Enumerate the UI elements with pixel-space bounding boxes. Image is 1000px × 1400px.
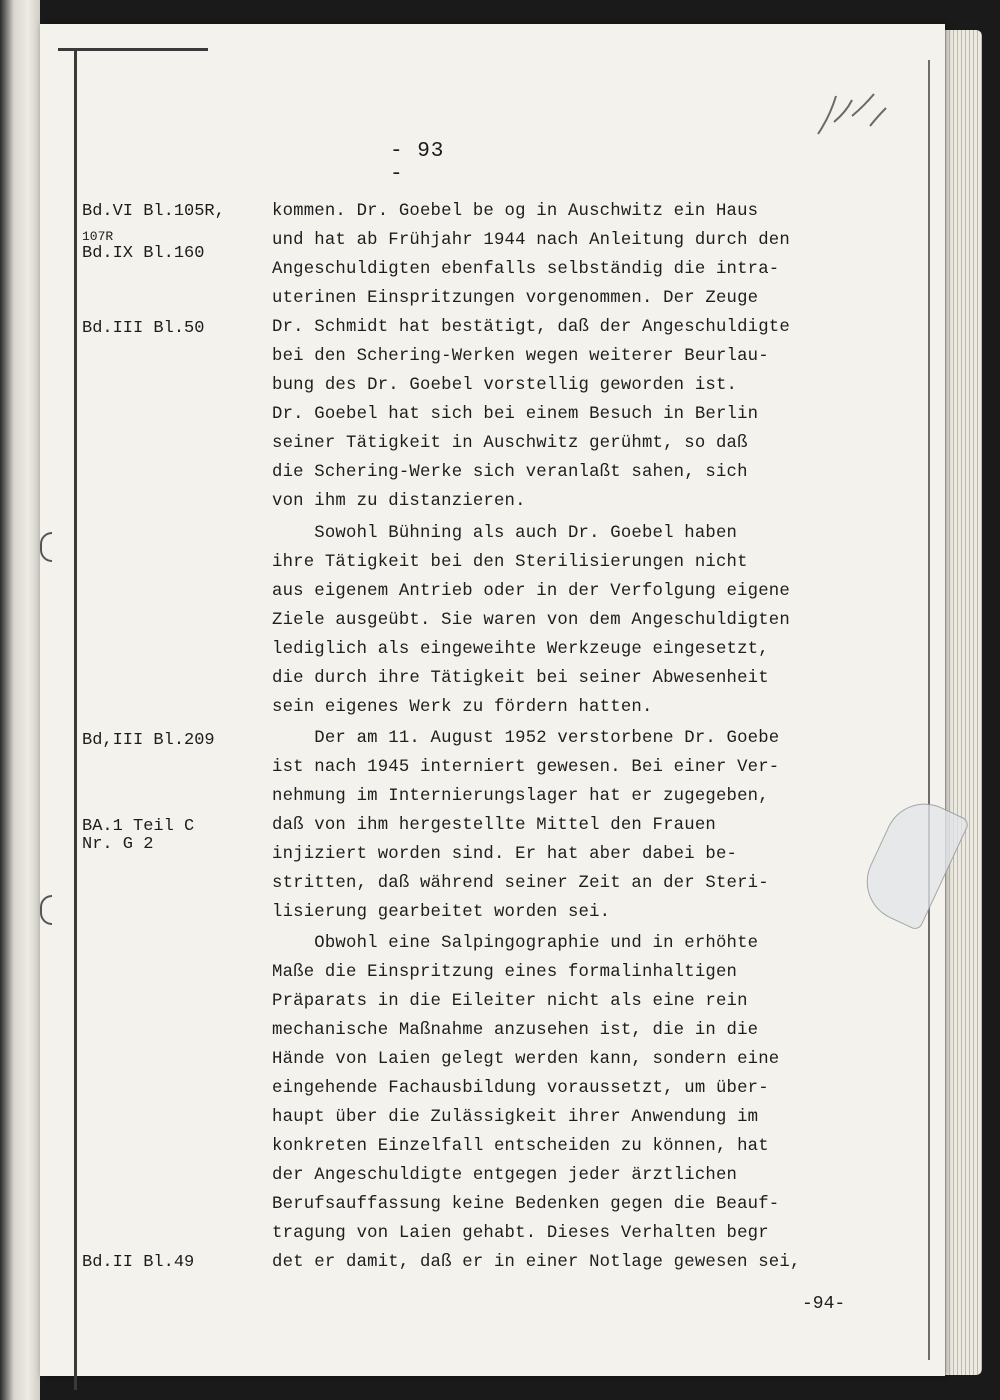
margin-ref: Bd,III Bl.209: [82, 731, 215, 750]
text-line: Sowohl Bühning als auch Dr. Goebel haben: [272, 524, 738, 543]
punch-hole-upper: [40, 532, 52, 562]
text-line: Angeschuldigten ebenfalls selbständig die intra-: [272, 260, 780, 279]
text-line: ist nach 1945 interniert gewesen. Bei einer Ver-: [272, 758, 780, 777]
text-line: Präparats in die Eileiter nicht als eine rein: [272, 992, 748, 1011]
text-line: aus eigenem Antrieb oder in der Verfolgung eigene: [272, 582, 790, 601]
text-line: bung des Dr. Goebel vorstellig geworden ist.: [272, 376, 738, 395]
text-line: und hat ab Frühjahr 1944 nach Anleitung durch den: [272, 231, 790, 250]
text-line: mechanische Maßnahme anzusehen ist, die in die: [272, 1021, 759, 1040]
right-rule: [928, 60, 930, 1360]
text-line: ihre Tätigkeit bei den Sterilisierungen nicht: [272, 553, 748, 572]
text-line: tragung von Laien gehabt. Dieses Verhalten begr: [272, 1224, 769, 1243]
text-line: Dr. Schmidt hat bestätigt, daß der Angeschuldigte: [272, 318, 790, 337]
margin-ref: Bd.VI Bl.105R,: [82, 202, 225, 221]
text-line: Ziele ausgeübt. Sie waren von dem Angeschuldigten: [272, 611, 790, 630]
margin-ref: BA.1 Teil C: [82, 817, 195, 836]
text-line: lediglich als eingeweihte Werkzeuge eingesetzt,: [272, 640, 769, 659]
margin-ref: Bd.IX Bl.160: [82, 244, 205, 263]
text-line: bei den Schering-Werken wegen weiterer Beurlau-: [272, 347, 769, 366]
binder-edge: [0, 0, 40, 1400]
text-line: Maße die Einspritzung eines formalinhaltigen: [272, 963, 738, 982]
text-line: nehmung im Internierungslager hat er zugegeben,: [272, 787, 769, 806]
text-line: stritten, daß während seiner Zeit an der Steri-: [272, 874, 769, 893]
text-line: Dr. Goebel hat sich bei einem Besuch in Berlin: [272, 405, 759, 424]
text-line: Der am 11. August 1952 verstorbene Dr. Goebe: [272, 729, 780, 748]
margin-ref: Bd.III Bl.50: [82, 319, 205, 338]
margin-rule: [74, 50, 77, 1390]
margin-ref: 107R: [82, 229, 114, 244]
text-line: seiner Tätigkeit in Auschwitz gerühmt, so daß: [272, 434, 748, 453]
text-line: von ihm zu distanzieren.: [272, 492, 526, 511]
text-line: lisierung gearbeitet worden sei.: [272, 903, 611, 922]
text-line: kommen. Dr. Goebel be og in Auschwitz ein Haus: [272, 202, 759, 221]
text-line: die Schering-Werke sich veranlaßt sahen, sich: [272, 463, 748, 482]
top-rule: [58, 48, 208, 51]
text-line: eingehende Fachausbildung voraussetzt, um über-: [272, 1079, 769, 1098]
margin-ref: Nr. G 2: [82, 835, 154, 854]
text-line: daß von ihm hergestellte Mittel den Frauen: [272, 816, 716, 835]
punch-hole-lower: [40, 895, 52, 925]
text-line: haupt über die Zulässigkeit ihrer Anwendung im: [272, 1108, 759, 1127]
text-line: konkreten Einzelfall entscheiden zu können, hat: [272, 1137, 769, 1156]
text-line: uterinen Einspritzungen vorgenommen. Der Zeuge: [272, 289, 759, 308]
text-line: sein eigenes Werk zu fördern hatten.: [272, 698, 653, 717]
page-number: - 93 -: [390, 140, 445, 186]
text-line: Obwohl eine Salpingographie und in erhöhte: [272, 934, 759, 953]
handwritten-mark-icon: [812, 86, 892, 146]
next-page-marker: -94-: [802, 1294, 846, 1314]
text-line: det er damit, daß er in einer Notlage gewesen sei,: [272, 1253, 801, 1272]
text-line: der Angeschuldigte entgegen jeder ärztlichen: [272, 1166, 738, 1185]
text-line: die durch ihre Tätigkeit bei seiner Abwesenheit: [272, 669, 769, 688]
text-line: injiziert worden sind. Er hat aber dabei be-: [272, 845, 738, 864]
margin-ref: Bd.II Bl.49: [82, 1253, 195, 1272]
text-line: Berufsauffassung keine Bedenken gegen die Beauf-: [272, 1195, 780, 1214]
text-line: Hände von Laien gelegt werden kann, sondern eine: [272, 1050, 780, 1069]
